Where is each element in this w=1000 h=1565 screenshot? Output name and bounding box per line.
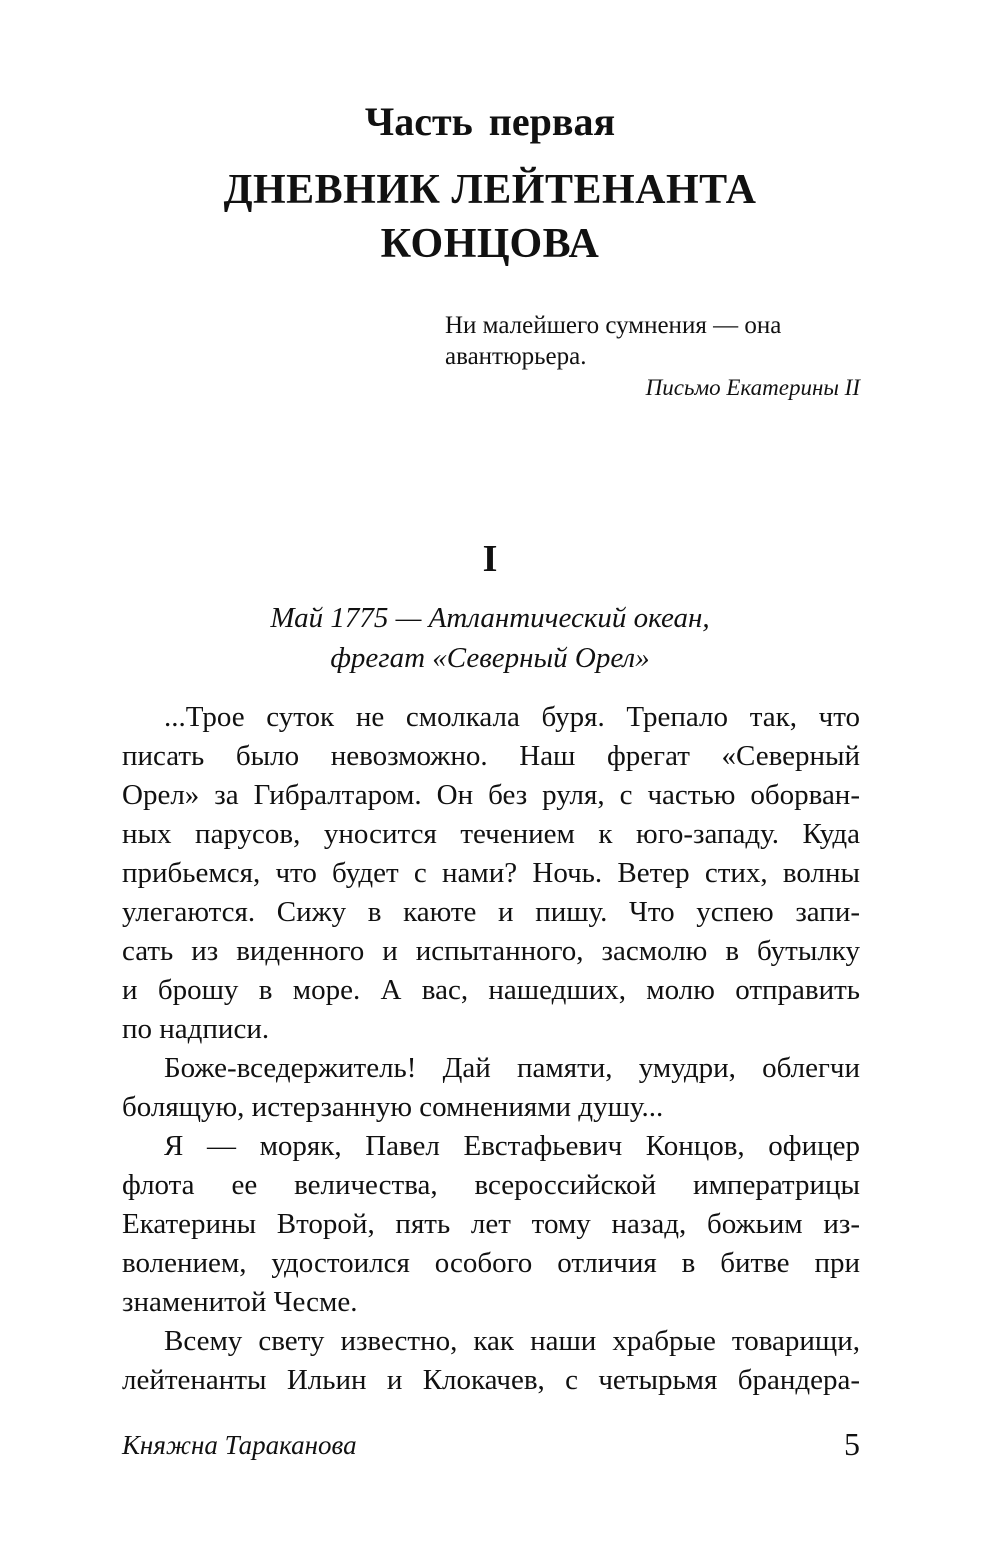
chapter-heading-line-1: ДНЕВНИК ЛЕЙТЕНАНТА — [223, 167, 757, 213]
text-line: по надписи. — [122, 1013, 270, 1045]
chapter-heading-line-2: КОНЦОВА — [380, 221, 600, 267]
text-line: писать было невозможно. Наш фрегат «Северный — [122, 740, 860, 772]
dateline-line-2: фрегат «Северный Орел» — [330, 642, 650, 674]
text-line: Орел» за Гибралтаром. Он без руля, с частью оборван- — [122, 779, 860, 811]
paragraph — [122, 1322, 860, 1400]
epigraph-text — [445, 310, 860, 372]
epigraph-line-2: авантюрьера. — [445, 343, 587, 370]
text-line: Всему свету известно, как наши храбрые товарищи, — [164, 1325, 860, 1357]
text-line: волением, удостоился особого отличия в битве при — [122, 1247, 860, 1279]
text-line: Екатерины Второй, пять лет тому назад, божьим из- — [122, 1208, 860, 1240]
text-line: улегаются. Сижу в каюте и пишу. Что успею запи- — [122, 896, 860, 928]
text-line: ...Трое суток не смолкала буря. Трепало так, что — [164, 701, 860, 733]
page-number: 5 — [844, 1426, 860, 1462]
paragraph — [122, 1049, 860, 1127]
dateline — [0, 598, 980, 678]
text-line: Боже-вседержитель! Дай памяти, умудри, облегчи — [164, 1052, 860, 1084]
paragraph — [122, 1127, 860, 1322]
text-line: сать из виденного и испытанного, засмолю в бутылку — [122, 935, 860, 967]
text-line: лейтенанты Ильин и Клокачев, с четырьмя брандера- — [122, 1364, 860, 1396]
running-footer-title: Княжна Тараканова — [122, 1430, 357, 1460]
text-line: знаменитой Чесме. — [122, 1286, 358, 1318]
paragraph — [122, 698, 860, 1049]
body-text — [122, 698, 860, 1400]
part-title: Часть первая — [364, 99, 616, 144]
epigraph — [445, 310, 860, 404]
dateline-line-1: Май 1775 — Атлантический океан, — [270, 602, 710, 634]
text-line: и брошу в море. А вас, нашедших, молю отправить — [122, 974, 860, 1006]
text-line: болящую, истерзанную сомнениями душу... — [122, 1091, 664, 1123]
text-line: ных парусов, уносится течением к юго-западу. Куда — [122, 818, 860, 850]
text-line: прибьемся, что будет с нами? Ночь. Ветер стих, волны — [122, 857, 860, 889]
text-line: Я — моряк, Павел Евстафьевич Концов, офицер — [164, 1130, 860, 1162]
chapter-number: I — [482, 538, 498, 580]
text-line: флота ее величества, всероссийской императрицы — [122, 1169, 860, 1201]
page-footer — [122, 1425, 860, 1465]
chapter-heading — [0, 163, 980, 271]
epigraph-line-1: Ни малейшего сумнения — она — [445, 312, 782, 339]
epigraph-source: Письмо Екатерины II — [645, 375, 860, 400]
